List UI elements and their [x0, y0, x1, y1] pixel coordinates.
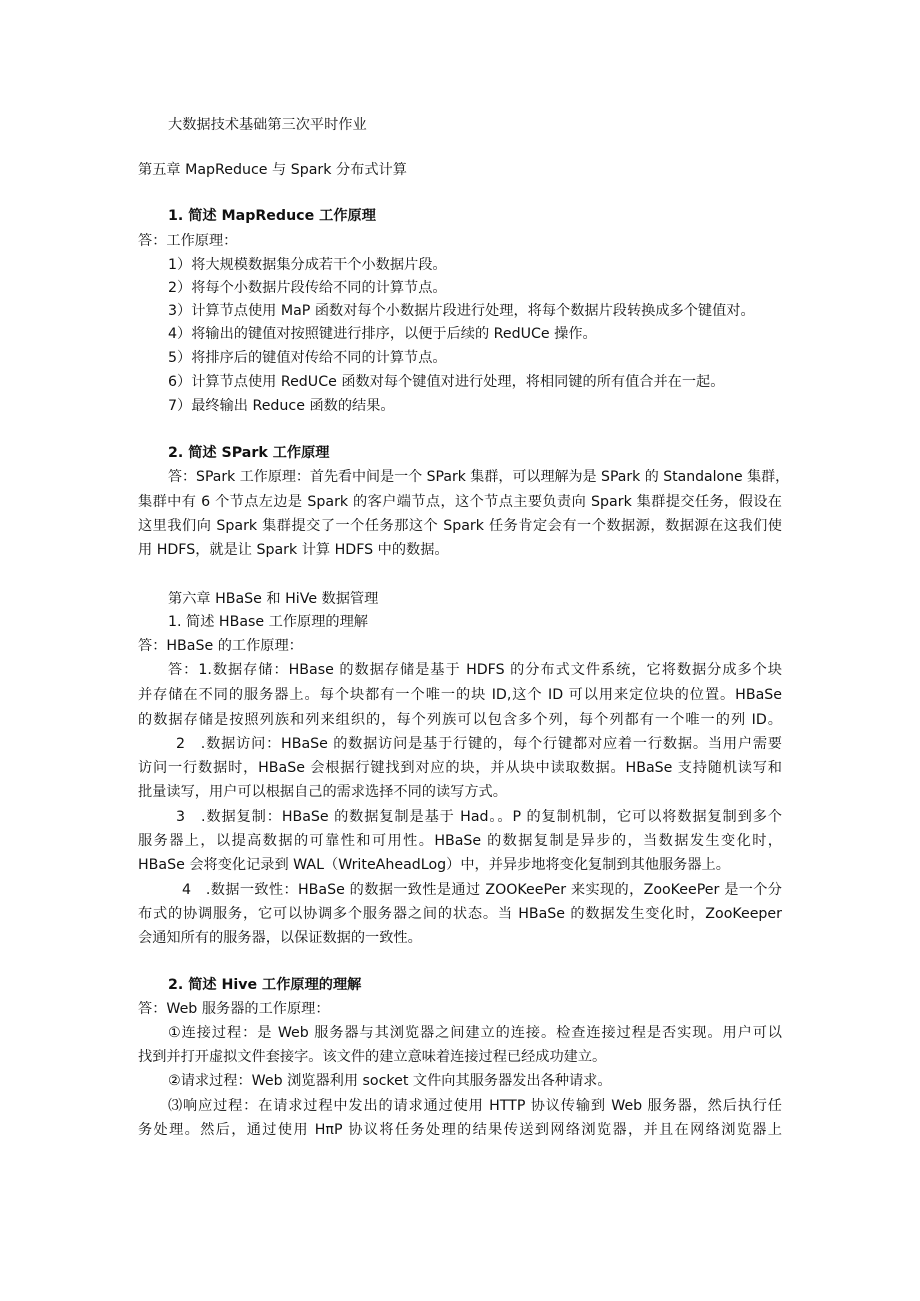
ch6-q1-answer-intro: 答：HBaSe 的工作原理：	[138, 638, 303, 654]
ch6-q1-title: 1. 简述 HBase 工作原理的理解	[168, 614, 368, 630]
ch6-q1-line: 的数据存储是按照列族和列来组织的，每个列族可以包含多个列，每个列都有一个唯一的列 ID。	[138, 712, 782, 728]
ch6-q1-line: 会通知所有的服务器，以保证数据的一致性。	[138, 930, 422, 946]
ch6-q2-line: ②请求过程：Web 浏览器利用 socket 文件向其服务器发出各种请求。	[168, 1073, 612, 1089]
ch6-q1-line: HBaSe 会将变化记录到 WAL（WriteAheadLog）中，并异步地将变化复制到其他服务器上。	[138, 857, 730, 873]
ch6-q1-line: 并存储在不同的服务器上。每个块都有一个唯一的块 ID,这个 ID 可以用来定位块的位置。HBaSe	[138, 687, 782, 703]
ch6-q2-line: ⑶响应过程：在请求过程中发出的请求通过使用 HTTP 协议传输到 Web 服务器，然后执行任	[168, 1098, 782, 1114]
chapter6-heading: 第六章 HBaSe 和 HiVe 数据管理	[168, 591, 379, 607]
chapter5-heading: 第五章 MapReduce 与 Spark 分布式计算	[138, 162, 407, 178]
ch6-q1-line: 4 .数据一致性：HBaSe 的数据一致性是通过 ZOOKeePer 来实现的，ZooKeePer 是一个分	[182, 882, 782, 898]
ch5-q1-step: 3）计算节点使用 MaP 函数对每个小数据片段进行处理，将每个数据片段转换成多个键值对。	[168, 303, 755, 319]
ch6-q2-line: 找到并打开虚拟文件套接字。该文件的建立意味着连接过程已经成功建立。	[138, 1049, 607, 1065]
ch6-q2-title: 2. 简述 Hive 工作原理的理解	[168, 977, 362, 993]
ch5-q1-step: 7）最终输出 Reduce 函数的结果。	[168, 398, 395, 414]
ch5-q2-line: 这里我们向 Spark 集群提交了一个任务那这个 Spark 任务肯定会有一个数据源，数据源在这我们使	[138, 518, 782, 534]
ch5-q2-title: 2. 简述 SPark 工作原理	[168, 445, 330, 461]
ch5-q2-line: 集群中有 6 个节点左边是 Spark 的客户端节点，这个节点主要负责向 Spark 集群提交任务，假设在	[138, 494, 782, 510]
ch5-q1-title: 1. 简述 MapReduce 工作原理	[168, 208, 376, 224]
ch5-q1-step: 1）将大规模数据集分成若干个小数据片段。	[168, 257, 447, 273]
ch5-q2-line: 用 HDFS，就是让 Spark 计算 HDFS 中的数据。	[138, 542, 449, 558]
ch6-q1-line: 2 .数据访问：HBaSe 的数据访问是基于行键的，每个行键都对应着一行数据。当用户需要	[176, 736, 782, 752]
ch5-q1-answer-intro: 答：工作原理：	[138, 233, 238, 249]
ch6-q1-line: 访问一行数据时，HBaSe 会根据行键找到对应的块，并从块中读取数据。HBaSe 支持随机读写和	[138, 760, 782, 776]
ch6-q2-answer-intro: 答：Web 服务器的工作原理：	[138, 1001, 330, 1017]
ch5-q1-step: 5）将排序后的键值对传给不同的计算节点。	[168, 350, 447, 366]
ch6-q1-line: 3 .数据复制：HBaSe 的数据复制是基于 Had。。P 的复制机制，它可以将数据复制到多个	[176, 809, 782, 825]
document-title: 大数据技术基础第三次平时作业	[168, 117, 367, 133]
ch6-q1-line: 布式的协调服务，它可以协调多个服务器之间的状态。当 HBaSe 的数据发生变化时，ZooKeeper	[138, 906, 782, 922]
ch6-q1-line: 批量读写，用户可以根据自己的需求选择不同的读写方式。	[138, 784, 507, 800]
ch5-q1-step: 2）将每个小数据片段传给不同的计算节点。	[168, 280, 447, 296]
ch6-q2-line: 务处理。然后，通过使用 HπP 协议将任务处理的结果传送到网络浏览器，并且在网络浏览器上	[138, 1122, 782, 1138]
ch6-q1-line: 服务器上，以提高数据的可靠性和可用性。HBaSe 的数据复制是异步的，当数据发生变化时，	[138, 833, 782, 849]
ch5-q2-line: 答：SPark 工作原理：首先看中间是一个 SPark 集群，可以理解为是 SPark 的 Standalone 集群，	[168, 469, 790, 485]
ch5-q1-step: 4）将输出的键值对按照键进行排序，以便于后续的 RedUCe 操作。	[168, 326, 597, 342]
ch6-q2-line: ①连接过程：是 Web 服务器与其浏览器之间建立的连接。检查连接过程是否实现。用户可以	[168, 1025, 782, 1041]
ch6-q1-line: 答：1.数据存储：HBase 的数据存储是基于 HDFS 的分布式文件系统，它将数据分成多个块	[168, 662, 782, 678]
ch5-q1-step: 6）计算节点使用 RedUCe 函数对每个键值对进行处理，将相同键的所有值合并在一起。	[168, 374, 725, 390]
